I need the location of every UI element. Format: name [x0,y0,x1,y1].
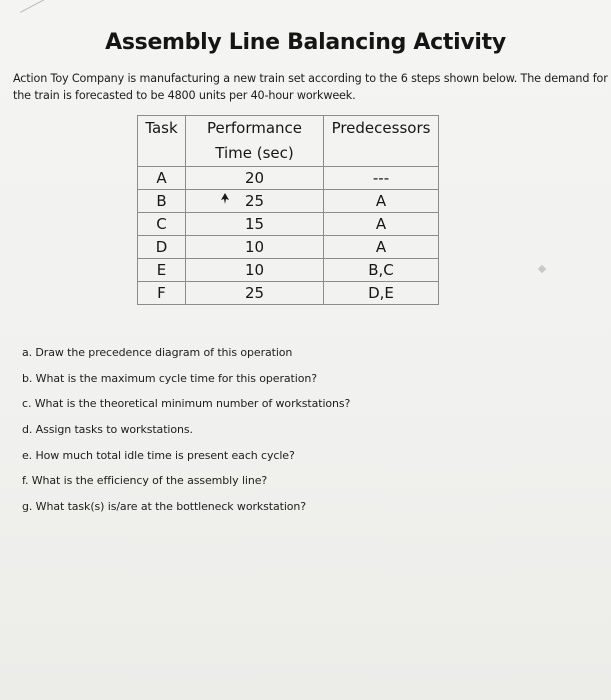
cell-predecessors: A [324,190,439,213]
header-performance-label: Performance [206,119,303,137]
cell-task: D [138,236,186,259]
intro-paragraph: Action Toy Company is manufacturing a new train set according to the 6 steps shown below. The demand for the train is forecasted to be 4800 units per 40-hour workweek. [13,72,608,102]
smudge-mark [538,265,546,273]
table-row [138,259,439,282]
cell-task: C [138,213,186,236]
question-item: d. Assign tasks to workstations. [22,423,193,437]
header-task [138,116,186,167]
mouse-pointer-icon [220,193,230,205]
header-performance-time [186,116,324,167]
cell-task: A [138,167,186,190]
header-time-label: Time (sec) [215,144,294,162]
table-row [138,282,439,305]
pen-mark [20,0,54,25]
header-predecessors [324,116,439,167]
question-item: e. How much total idle time is present each cycle? [22,448,295,462]
cell-time: 10 [186,259,324,282]
cell-predecessors: --- [324,167,439,190]
cell-time: 25 [186,190,324,213]
cell-task: E [138,259,186,282]
cell-time: 10 [186,236,324,259]
cell-time: 20 [186,167,324,190]
header-task-label: Task [145,119,178,137]
cell-predecessors: D,E [324,282,439,305]
page-title: Assembly Line Balancing Activity [105,30,506,55]
task-table [137,115,439,305]
cell-task: F [138,282,186,305]
table-row [138,213,439,236]
cell-predecessors: B,C [324,259,439,282]
question-item: b. What is the maximum cycle time for this operation? [22,371,317,385]
question-list [22,346,350,526]
question-item: g. What task(s) is/are at the bottleneck workstation? [22,500,307,514]
cell-predecessors: A [324,213,439,236]
cell-time: 15 [186,213,324,236]
question-item: a. Draw the precedence diagram of this operation [22,346,293,359]
table-header-row [138,116,439,167]
question-item: f. What is the efficiency of the assembly line? [22,474,268,488]
table-row [138,236,439,259]
table-row [138,167,439,190]
cell-task: B [138,190,186,213]
question-item: c. What is the theoretical minimum number of workstations? [22,397,351,411]
cell-predecessors: A [324,236,439,259]
cell-time: 25 [186,282,324,305]
table-row [138,190,439,213]
header-predecessors-label: Predecessors [331,119,431,137]
